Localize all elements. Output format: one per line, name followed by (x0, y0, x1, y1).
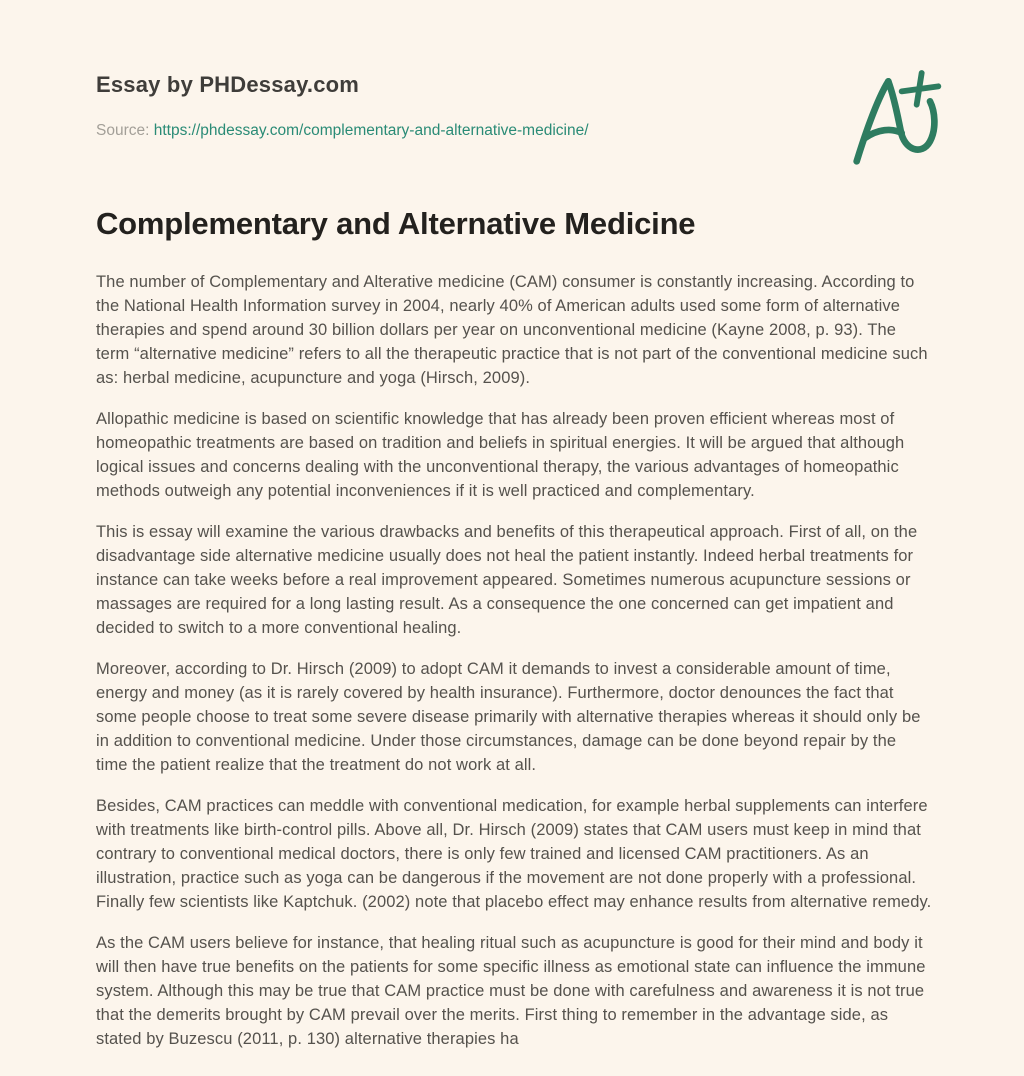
source-url-link[interactable]: https://phdessay.com/complementary-and-alternative-medicine/ (153, 122, 589, 139)
essay-body (96, 270, 932, 1051)
essay-paragraph: Besides, CAM practices can meddle with conventional medication, for example herbal supplements can interfere with treatments like birth-control pills. Above all, Dr. Hirsch (2009) states that CAM users must keep in mind that contrary to conventional medical doctors, there is only few trained and licensed CAM practitioners. As an illustration, practice such as yoga can be dangerous if the movement are not done properly with a professional. Finally few scientists like Kaptchuk. (2002) note that placebo effect may enhance results from alternative remedy. (96, 797, 932, 911)
essay-paragraph: Allopathic medicine is based on scientific knowledge that has already been proven efficient whereas most of homeopathic treatments are based on tradition and beliefs in spiritual energies. It will be argued that although logical issues and concerns dealing with the unconventional therapy, the various advantages of homeopathic methods outweigh any potential inconveniences if it is well practiced and complementary. (96, 410, 905, 500)
essay-paragraph: Moreover, according to Dr. Hirsch (2009) to adopt CAM it demands to invest a considerable amount of time, energy and money (as it is rarely covered by health insurance). Furthermore, doctor denounces the fact that some people choose to treat some severe disease primarily with alternative therapies whereas it should only be in addition to conventional medicine. Under those circumstances, damage can be done beyond repair by the time the patient realize that the treatment do not work at all. (96, 660, 921, 774)
essay-content (96, 0, 932, 1068)
page-title: Essay by PHDessay.com (96, 72, 360, 97)
source-line (96, 122, 932, 140)
essay-paragraph: This is essay will examine the various drawbacks and benefits of this therapeutical approach. First of all, on the disadvantage side alternative medicine usually does not heal the patient instantly. Indeed herbal treatments for instance can take weeks before a real improvement appeared. Sometimes numerous acupuncture sessions or massages are required for a long lasting result. As a consequence the one concerned can get impatient and decided to switch to a more conventional healing. (96, 523, 918, 637)
essay-paragraph: As the CAM users believe for instance, that healing ritual such as acupuncture is good for their mind and body it will then have true benefits on the patients for some specific illness as emotional state can influence the immune system. Although this may be true that CAM practice must be done with carefulness and awareness it is not true that the demerits brought by CAM prevail over the merits. First thing to remember in the advantage side, as stated by Buzescu (2011, p. 130) alternative therapies ha (96, 934, 926, 1048)
source-label: Source: (96, 122, 150, 139)
essay-paragraph: The number of Complementary and Alterative medicine (CAM) consumer is constantly increasing. According to the National Health Information survey in 2004, nearly 40% of American adults used some form of alternative therapies and spend around 30 billion dollars per year on unconventional medicine (Kayne 2008, p. 93). The term “alternative medicine” refers to all the therapeutic practice that is not part of the conventional medicine such as: herbal medicine, acupuncture and yoga (Hirsch, 2009). (96, 273, 928, 387)
essay-title: Complementary and Alternative Medicine (96, 206, 696, 241)
